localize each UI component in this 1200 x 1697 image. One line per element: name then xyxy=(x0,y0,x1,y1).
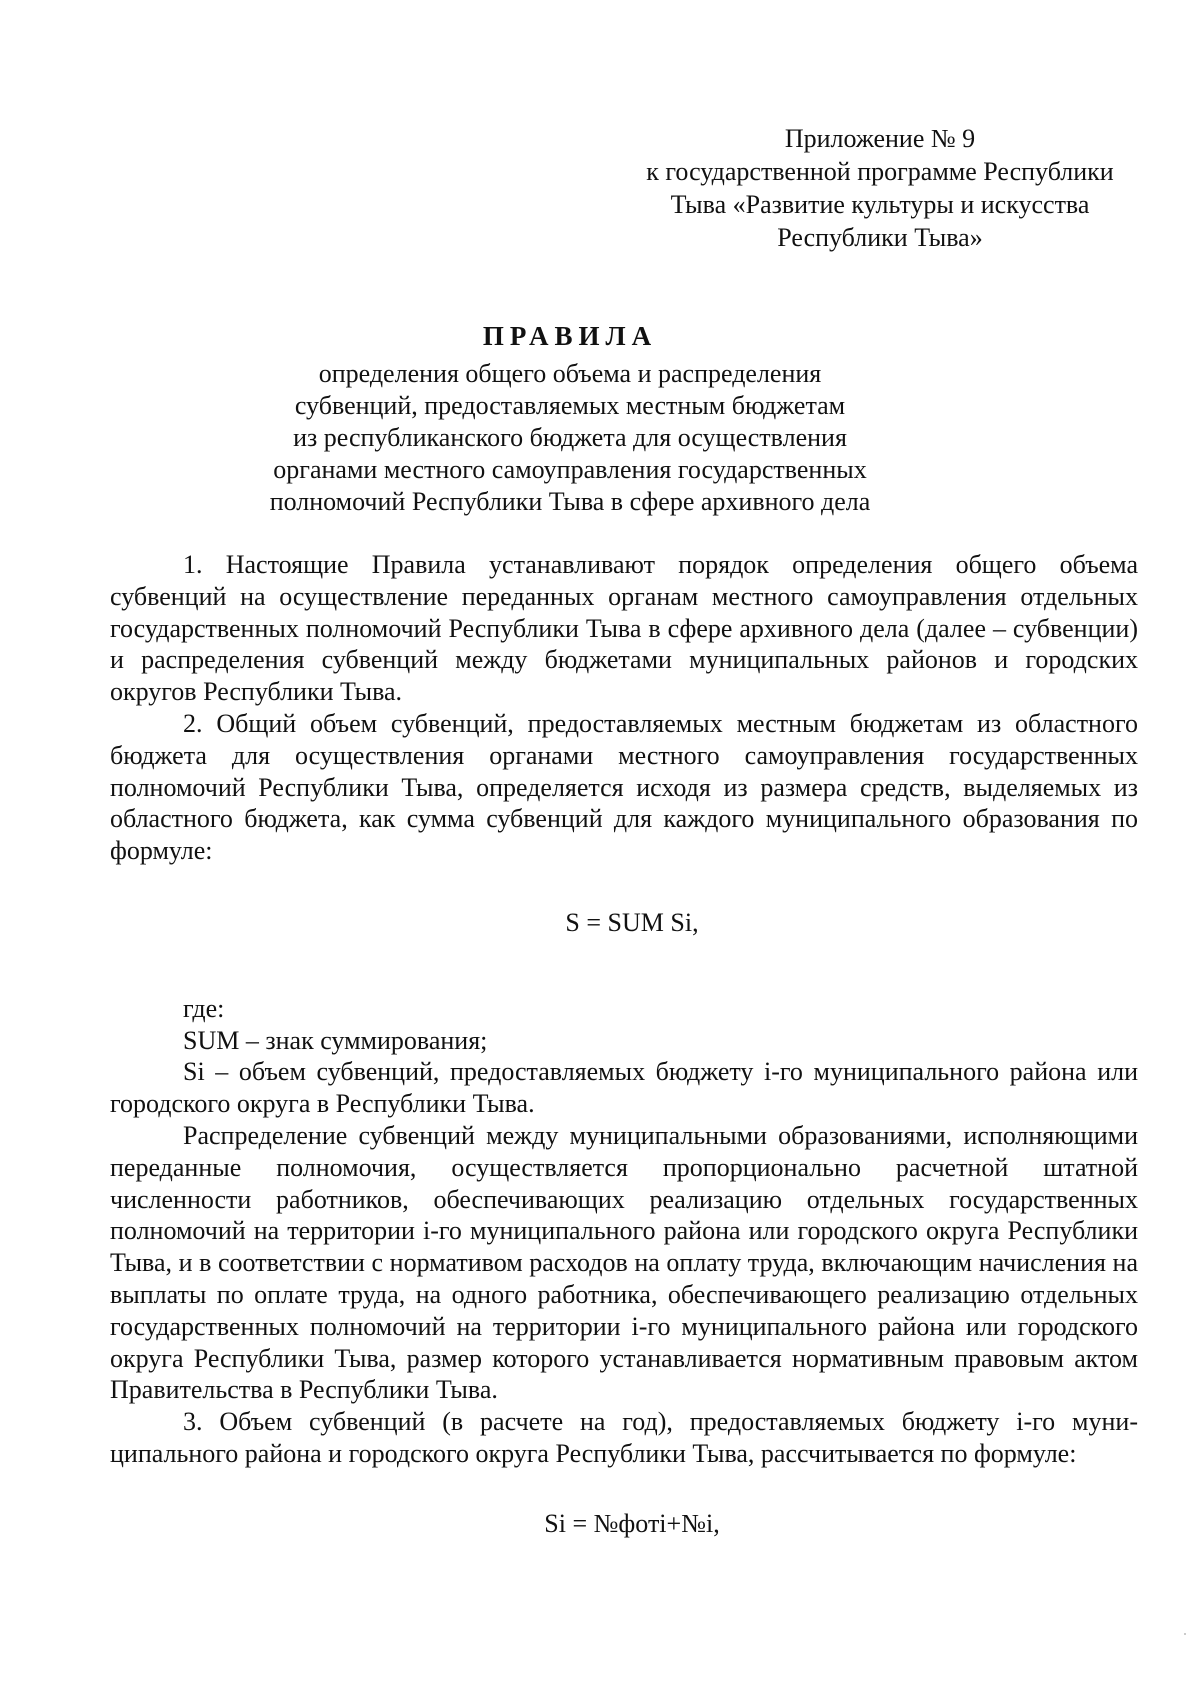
formula-si: Si = №фотi+№i, xyxy=(544,1508,720,1538)
definition-sum: SUM – знак суммирования; xyxy=(183,1025,488,1055)
paragraph-2: 2. Общий объем субвенций, предоставляемых местным бюджетам из областного бюджета для осуществления органами местного самоуправления государственных полномочий Республики Тыва, определяется исходя из размера средств, выделяемых из областного бюджета, как сумма субвенций для каждого муниципального образования по формуле: xyxy=(110,708,1138,866)
appendix-line-4: Республики Тыва» xyxy=(777,223,983,252)
document-title: ПРАВИЛА xyxy=(482,321,658,351)
title-subline-5: полномочий Республики Тыва в сфере архивного дела xyxy=(269,487,871,516)
definition-si: Si – объем субвенций, предоставляемых бюджету i-го муниципального района или городского округа в Республики Тыва. xyxy=(110,1057,1138,1119)
title-subline-1: определения общего объема и распределения xyxy=(318,359,822,388)
where-label: где: xyxy=(183,993,225,1023)
title-subline-3: из республиканского бюджета для осуществления xyxy=(293,423,847,452)
appendix-line-3: Тыва «Развитие культуры и искусства xyxy=(670,190,1090,219)
document-title-block xyxy=(180,318,960,518)
title-subline-2: субвенций, предоставляемых местным бюджетам xyxy=(294,391,846,420)
scan-artifact-icon xyxy=(1182,1631,1188,1637)
paragraph-1: 1. Настоящие Правила устанавливают порядок определения общего объема субвенций на осуществление переданных органам местного самоуправления отдельных государственных полномочий Республики Тыва в сфере архивного дела (далее – субвенции) и распределения субвенций между бюджетами муниципальных районов и городских округов Республики Тыва. xyxy=(110,550,1138,707)
title-subline-4: органами местного самоуправления государственных xyxy=(273,455,867,484)
appendix-header xyxy=(600,122,1160,254)
document-body xyxy=(110,549,1138,1540)
appendix-line-1: Приложение № 9 xyxy=(784,124,976,153)
appendix-line-2: к государственной программе Республики xyxy=(646,157,1114,186)
formula-total-sum: S = SUM Si, xyxy=(565,907,699,937)
paragraph-distribution: Распределение субвенций между муниципальными образованиями, исполняющими переданные полномочия, осуществляется пропорционально расчетной штатной численности работников, обеспечивающих реализацию отдельных государственных полномочий на территории i-го муниципального района или городского округа Республики Тыва, и в соответствии с нормативом расходов на оплату труда, включающим начисления на выплаты по оплате труда, на одного работника, обеспечивающего реализацию отдельных государственных полномочий на территории i-го муниципального района или городского округа Республики Тыва, размер которого устанавливается нормативным правовым актом Правительства в Республики Тыва. xyxy=(110,1120,1138,1405)
paragraph-3: 3. Объем субвенций (в расчете на год), предоставляемых бюджету i-го муниципального района и городского округа Республики Тыва, рассчитывается по формуле: xyxy=(110,1407,1138,1468)
